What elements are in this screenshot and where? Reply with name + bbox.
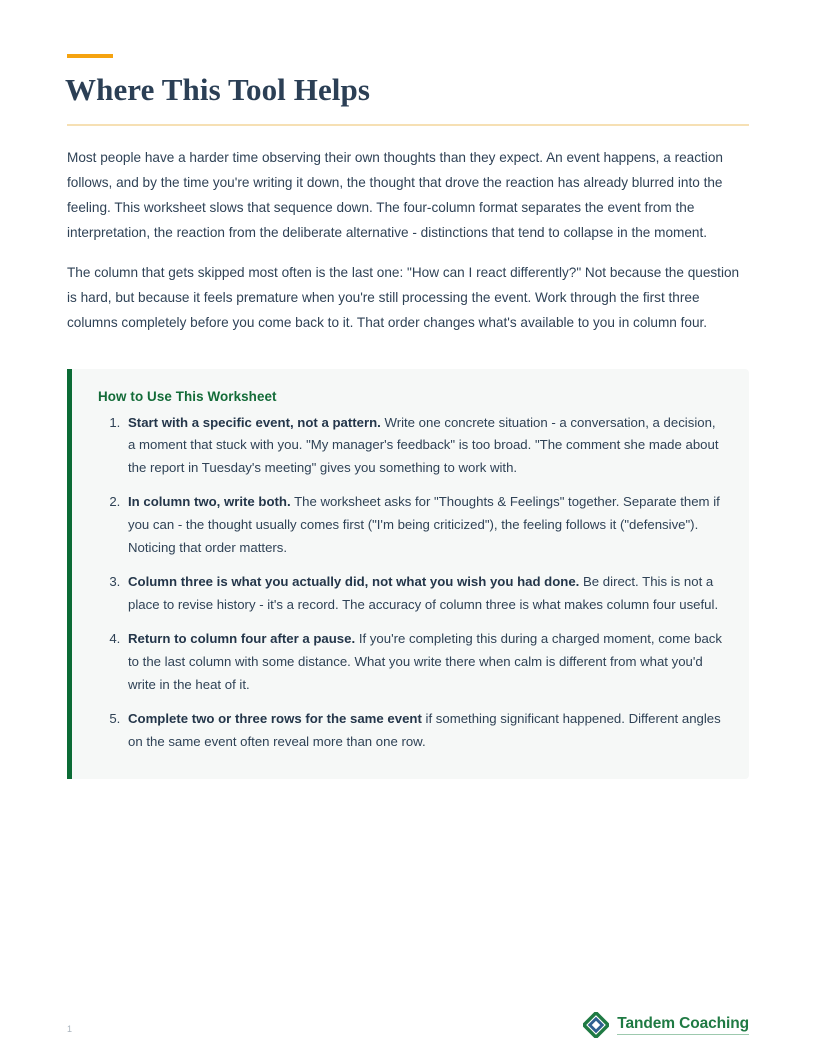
accent-bar bbox=[67, 54, 113, 58]
how-to-use-callout bbox=[67, 369, 749, 780]
list-item bbox=[124, 628, 723, 696]
step-body: if something significant happened. Different angles on the same event often reveal more than one row. bbox=[128, 711, 721, 749]
intro-paragraph-1: Most people have a harder time observing their own thoughts than they expect. An event happens, a reaction follows, and by the time you're writing it down, the thought that drove the reaction has already blurred into the feeling. This worksheet slows that sequence down. The four-column format separates the event from the interpretation, the reaction from the deliberate alternative - distinctions that tend to collapse in the moment. bbox=[67, 149, 723, 240]
tandem-diamond-icon bbox=[583, 1012, 609, 1038]
step-lead: Column three is what you actually did, not what you wish you had done. bbox=[128, 574, 580, 590]
step-body: Write one concrete situation - a conversation, a decision, a moment that stuck with you. "My manager's feedback" is too broad. "The comment she made about the report in Tuesday's meeting" gives you something to work with. bbox=[128, 414, 719, 475]
brand-name: Tandem Coaching bbox=[617, 1015, 749, 1036]
step-body: Be direct. This is not a place to revise history - it's a record. The accuracy of column three is what makes column four useful. bbox=[128, 574, 719, 612]
page-number: 1 bbox=[67, 1024, 73, 1034]
step-lead: Start with a specific event, not a pattern. bbox=[128, 414, 381, 430]
step-lead: In column two, write both. bbox=[128, 494, 291, 510]
list-item bbox=[124, 571, 723, 616]
brand-logo bbox=[583, 1012, 749, 1038]
instruction-list bbox=[98, 412, 723, 754]
page-footer bbox=[0, 992, 816, 1056]
list-item bbox=[124, 412, 723, 480]
callout-title: How to Use This Worksheet bbox=[98, 388, 277, 404]
intro-paragraph-2: The column that gets skipped most often is the last one: "How can I react differently?" Not because the question is hard, but because it feels premature when you're still processing the event. Work through the first three columns completely before you come back to it. That order changes what's available to you in column four. bbox=[67, 264, 740, 330]
step-lead: Complete two or three rows for the same event bbox=[128, 711, 422, 727]
step-lead: Return to column four after a pause. bbox=[128, 631, 356, 647]
step-body: If you're completing this during a charged moment, come back to the last column with some distance. What you write there when calm is different from what you'd write in the heat of it. bbox=[128, 631, 722, 692]
list-item bbox=[124, 491, 723, 559]
list-item bbox=[124, 708, 723, 753]
step-body: The worksheet asks for "Thoughts & Feelings" together. Separate them if you can - the thought usually comes first ("I'm being criticized"), the feeling follows it ("defensive"). Noticing that order matters. bbox=[128, 494, 720, 555]
page-content bbox=[67, 0, 749, 779]
page-title: Where This Tool Helps bbox=[65, 72, 371, 107]
